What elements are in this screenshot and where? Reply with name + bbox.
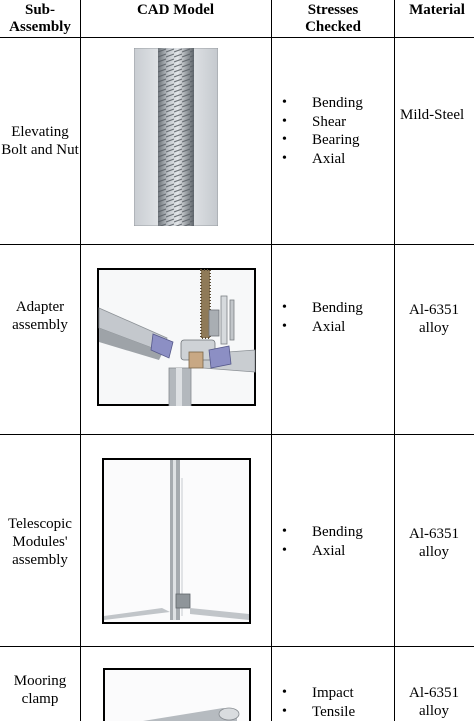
stresses-list — [278, 299, 363, 336]
stresses-list — [278, 523, 363, 560]
stress-item: • Impact — [278, 684, 355, 703]
stress-item: • Shear — [278, 113, 363, 132]
header-stresses-checked: Stresses Checked — [305, 2, 361, 35]
subassembly-name: Elevating Bolt and Nut — [1, 124, 79, 158]
mooring-clamp-image — [103, 668, 251, 721]
row-divider — [0, 244, 474, 245]
stress-item: • Axial — [278, 318, 363, 337]
elevating-bolt-image — [134, 48, 218, 226]
header-cad-model: CAD Model — [136, 2, 215, 18]
stress-item: • Bearing — [278, 131, 363, 150]
column-divider — [80, 0, 81, 721]
stress-item: • Axial — [278, 542, 363, 561]
stress-item: • Bending — [278, 299, 363, 318]
stress-item: • Tensile — [278, 703, 355, 722]
material-value: Al-6351 alloy — [409, 302, 459, 336]
material-value: Al-6351 alloy — [409, 685, 459, 719]
subassembly-name: Telescopic Modules' assembly — [8, 516, 72, 568]
material-value: Al-6351 alloy — [409, 526, 459, 560]
header-subassembly: Sub-Assembly — [9, 2, 71, 35]
row-divider — [0, 434, 474, 435]
row-divider — [0, 646, 474, 647]
stress-item: • Axial — [278, 150, 363, 169]
stresses-list — [278, 94, 363, 168]
column-divider — [271, 0, 272, 721]
column-divider — [394, 0, 395, 721]
header-material: Material — [409, 2, 465, 18]
adapter-assembly-image — [97, 268, 256, 406]
telescopic-modules-image — [102, 458, 251, 624]
material-value: Mild-Steel — [400, 107, 465, 123]
stress-item: • Bending — [278, 94, 363, 113]
subassembly-name: Adapter assembly — [12, 299, 68, 333]
stress-item: • Bending — [278, 523, 363, 542]
stresses-list — [278, 684, 355, 721]
subassembly-name: Mooring clamp — [13, 673, 67, 707]
